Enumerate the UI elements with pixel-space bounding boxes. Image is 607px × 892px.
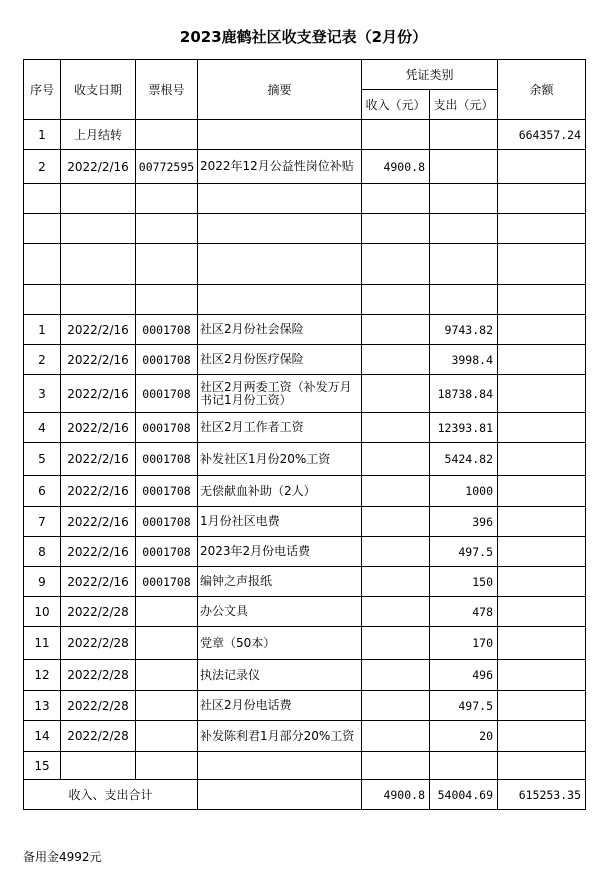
header-date: 收支日期 — [61, 60, 136, 120]
cell-balance — [498, 345, 586, 375]
page-title: 2023鹿鹤社区收支登记表（2月份） — [179, 28, 428, 46]
table-row — [24, 315, 586, 345]
cell-ticket — [136, 120, 198, 150]
table-row — [24, 184, 586, 214]
header-expense: 支出（元） — [430, 90, 498, 120]
cell-expense: 9743.82 — [430, 315, 498, 345]
table-row — [24, 413, 586, 443]
cell-summary: 2023年2月份电话费 — [198, 537, 362, 567]
cell-ticket: 0001708 — [136, 315, 198, 345]
cell-seq: 1 — [24, 120, 61, 150]
totals-expense: 54004.69 — [430, 780, 498, 810]
cell-seq: 7 — [24, 507, 61, 537]
cell-income — [362, 627, 430, 660]
cell-balance — [498, 214, 586, 244]
cell-income — [362, 721, 430, 752]
cell-date: 2022/2/16 — [61, 537, 136, 567]
cell-date: 2022/2/16 — [61, 413, 136, 443]
cell-income — [362, 214, 430, 244]
table-row — [24, 285, 586, 315]
cell-income — [362, 597, 430, 627]
totals-summary — [198, 780, 362, 810]
cell-balance — [498, 721, 586, 752]
cell-date: 2022/2/16 — [61, 507, 136, 537]
cell-ticket: 0001708 — [136, 345, 198, 375]
header-summary: 摘要 — [198, 60, 362, 120]
cell-expense — [430, 752, 498, 780]
cell-ticket — [136, 691, 198, 721]
cell-balance — [498, 244, 586, 285]
cell-seq — [24, 214, 61, 244]
cell-balance — [498, 443, 586, 476]
cell-date: 2022/2/16 — [61, 375, 136, 413]
cell-seq: 12 — [24, 660, 61, 691]
cell-expense — [430, 214, 498, 244]
cell-expense: 1000 — [430, 476, 498, 507]
cell-summary: 无偿献血补助（2人） — [198, 476, 362, 507]
cell-seq: 5 — [24, 443, 61, 476]
cell-income — [362, 567, 430, 597]
cell-seq: 9 — [24, 567, 61, 597]
cell-balance — [498, 567, 586, 597]
cell-summary: 党章（50本） — [198, 627, 362, 660]
table-row — [24, 597, 586, 627]
cell-balance — [498, 752, 586, 780]
cell-summary — [198, 120, 362, 150]
totals-label: 收入、支出合计 — [24, 780, 198, 810]
table-row — [24, 507, 586, 537]
cell-summary: 2022年12月公益性岗位补贴 — [198, 150, 362, 184]
cell-income — [362, 184, 430, 214]
table-row — [24, 345, 586, 375]
cell-ticket: 0001708 — [136, 567, 198, 597]
cell-income — [362, 691, 430, 721]
table-row — [24, 476, 586, 507]
cell-summary — [198, 752, 362, 780]
cell-balance — [498, 184, 586, 214]
cell-summary: 社区2月工作者工资 — [198, 413, 362, 443]
cell-date: 2022/2/16 — [61, 443, 136, 476]
cell-expense: 20 — [430, 721, 498, 752]
cell-date: 2022/2/28 — [61, 627, 136, 660]
cell-summary — [198, 214, 362, 244]
cell-expense — [430, 244, 498, 285]
cell-date: 上月结转 — [61, 120, 136, 150]
cell-income: 4900.8 — [362, 150, 430, 184]
cell-balance — [498, 150, 586, 184]
cell-expense: 3998.4 — [430, 345, 498, 375]
cell-date: 2022/2/28 — [61, 597, 136, 627]
cell-seq: 10 — [24, 597, 61, 627]
cell-seq — [24, 244, 61, 285]
cell-expense: 497.5 — [430, 691, 498, 721]
reserve-fund-note: 备用金4992元 — [23, 850, 102, 864]
cell-ticket: 0001708 — [136, 375, 198, 413]
cell-ticket: 0001708 — [136, 413, 198, 443]
cell-expense: 12393.81 — [430, 413, 498, 443]
cell-summary: 社区2月份电话费 — [198, 691, 362, 721]
cell-ticket — [136, 752, 198, 780]
table-row — [24, 721, 586, 752]
cell-expense — [430, 120, 498, 150]
cell-income — [362, 537, 430, 567]
ledger-table — [23, 59, 586, 810]
cell-seq: 1 — [24, 315, 61, 345]
cell-income — [362, 120, 430, 150]
cell-summary: 社区2月份社会保险 — [198, 315, 362, 345]
totals-income: 4900.8 — [362, 780, 430, 810]
cell-seq: 3 — [24, 375, 61, 413]
cell-balance — [498, 476, 586, 507]
cell-seq: 15 — [24, 752, 61, 780]
cell-balance — [498, 507, 586, 537]
cell-seq: 11 — [24, 627, 61, 660]
cell-summary: 1月份社区电费 — [198, 507, 362, 537]
cell-income — [362, 476, 430, 507]
cell-expense: 150 — [430, 567, 498, 597]
cell-balance — [498, 315, 586, 345]
ledger-body — [24, 120, 586, 780]
cell-balance — [498, 627, 586, 660]
cell-ticket: 0001708 — [136, 476, 198, 507]
cell-summary — [198, 285, 362, 315]
cell-income — [362, 752, 430, 780]
cell-balance — [498, 375, 586, 413]
table-row — [24, 120, 586, 150]
header-voucher: 凭证类别 — [362, 60, 498, 90]
cell-date: 2022/2/16 — [61, 476, 136, 507]
cell-ticket — [136, 285, 198, 315]
totals-row — [24, 780, 586, 810]
cell-ticket: 00772595 — [136, 150, 198, 184]
cell-date: 2022/2/28 — [61, 721, 136, 752]
table-row — [24, 660, 586, 691]
cell-seq — [24, 285, 61, 315]
cell-ticket — [136, 660, 198, 691]
cell-date — [61, 184, 136, 214]
cell-date: 2022/2/28 — [61, 691, 136, 721]
cell-date: 2022/2/28 — [61, 660, 136, 691]
cell-balance — [498, 285, 586, 315]
cell-balance — [498, 691, 586, 721]
cell-seq: 8 — [24, 537, 61, 567]
table-row — [24, 375, 586, 413]
cell-expense: 5424.82 — [430, 443, 498, 476]
cell-expense — [430, 150, 498, 184]
cell-date — [61, 244, 136, 285]
cell-summary: 办公文具 — [198, 597, 362, 627]
table-row — [24, 443, 586, 476]
cell-seq: 6 — [24, 476, 61, 507]
cell-seq: 13 — [24, 691, 61, 721]
cell-income — [362, 375, 430, 413]
totals-balance: 615253.35 — [498, 780, 586, 810]
cell-summary — [198, 184, 362, 214]
cell-income — [362, 244, 430, 285]
header-seq: 序号 — [24, 60, 61, 120]
cell-date — [61, 214, 136, 244]
cell-ticket — [136, 244, 198, 285]
cell-seq: 14 — [24, 721, 61, 752]
cell-income — [362, 413, 430, 443]
table-row — [24, 627, 586, 660]
cell-summary: 编钟之声报纸 — [198, 567, 362, 597]
cell-balance — [498, 660, 586, 691]
cell-summary: 补发社区1月份20%工资 — [198, 443, 362, 476]
header-income: 收入（元） — [362, 90, 430, 120]
cell-expense: 497.5 — [430, 537, 498, 567]
cell-expense: 170 — [430, 627, 498, 660]
cell-date: 2022/2/16 — [61, 345, 136, 375]
table-row — [24, 150, 586, 184]
cell-ticket — [136, 597, 198, 627]
header-balance: 余额 — [498, 60, 586, 120]
cell-date — [61, 752, 136, 780]
cell-ticket — [136, 184, 198, 214]
table-row — [24, 537, 586, 567]
cell-seq — [24, 184, 61, 214]
cell-ticket — [136, 721, 198, 752]
cell-date: 2022/2/16 — [61, 150, 136, 184]
cell-ticket: 0001708 — [136, 507, 198, 537]
cell-expense: 396 — [430, 507, 498, 537]
cell-expense — [430, 285, 498, 315]
cell-summary: 补发陈利君1月部分20%工资 — [198, 721, 362, 752]
table-row — [24, 214, 586, 244]
cell-balance: 664357.24 — [498, 120, 586, 150]
cell-income — [362, 285, 430, 315]
cell-ticket — [136, 627, 198, 660]
table-row — [24, 244, 586, 285]
cell-balance — [498, 537, 586, 567]
cell-summary: 社区2月两委工资（补发万月书记1月份工资） — [198, 375, 362, 413]
cell-ticket — [136, 214, 198, 244]
cell-seq: 4 — [24, 413, 61, 443]
cell-income — [362, 443, 430, 476]
cell-date: 2022/2/16 — [61, 315, 136, 345]
cell-ticket: 0001708 — [136, 443, 198, 476]
cell-seq: 2 — [24, 345, 61, 375]
cell-expense — [430, 184, 498, 214]
header-ticket: 票根号 — [136, 60, 198, 120]
table-row — [24, 752, 586, 780]
cell-ticket: 0001708 — [136, 537, 198, 567]
cell-balance — [498, 597, 586, 627]
cell-income — [362, 660, 430, 691]
cell-date: 2022/2/16 — [61, 567, 136, 597]
cell-summary — [198, 244, 362, 285]
cell-summary: 执法记录仪 — [198, 660, 362, 691]
table-row — [24, 567, 586, 597]
cell-expense: 478 — [430, 597, 498, 627]
cell-income — [362, 315, 430, 345]
cell-expense: 496 — [430, 660, 498, 691]
table-row — [24, 691, 586, 721]
cell-seq: 2 — [24, 150, 61, 184]
cell-summary: 社区2月份医疗保险 — [198, 345, 362, 375]
cell-income — [362, 345, 430, 375]
cell-balance — [498, 413, 586, 443]
cell-date — [61, 285, 136, 315]
cell-expense: 18738.84 — [430, 375, 498, 413]
cell-income — [362, 507, 430, 537]
